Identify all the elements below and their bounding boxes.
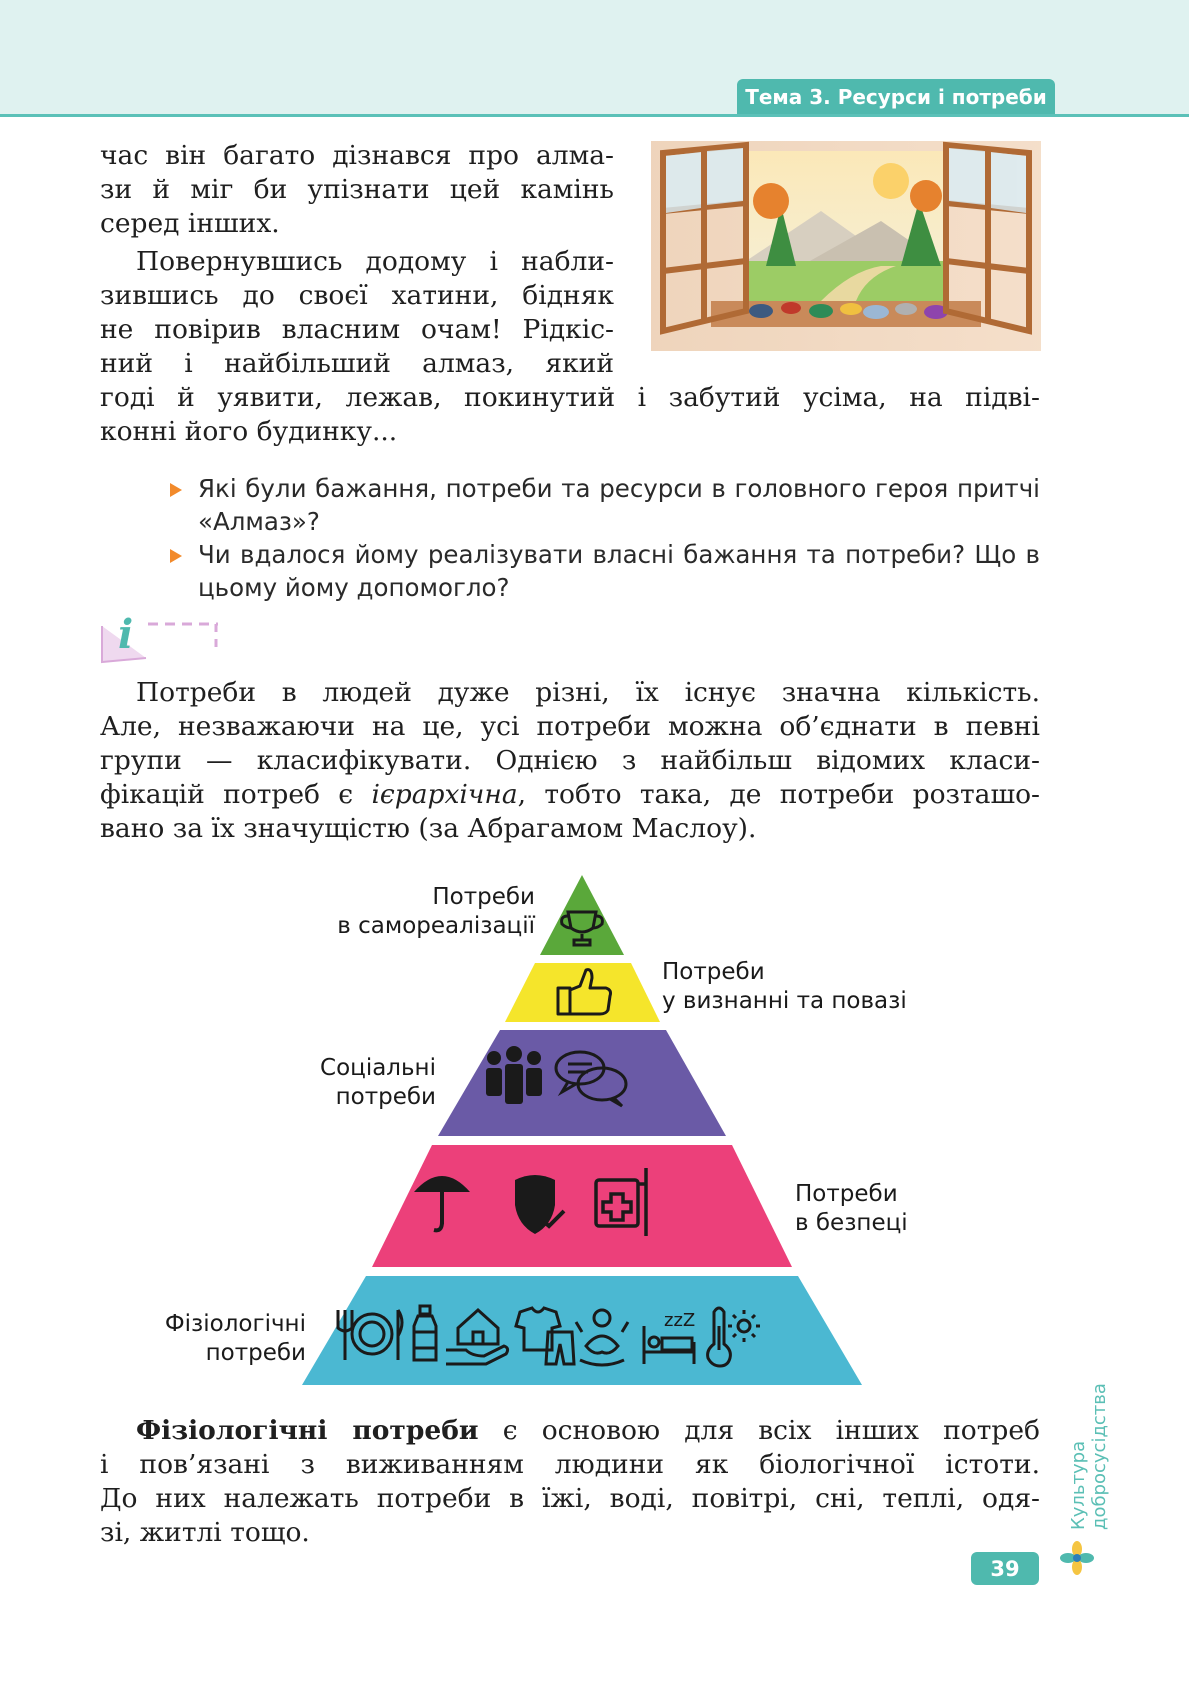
text-line: зившись до своєї хатини, бідняк [100, 280, 614, 311]
text-line: конні його будинку... [100, 416, 398, 447]
info-letter: i [118, 611, 134, 658]
story-paragraph-2 [100, 245, 614, 381]
text-line: зі, житлі тощо. [100, 1517, 310, 1548]
pyramid-level-self-actualization [540, 875, 624, 955]
info-icon [98, 606, 228, 666]
closing-paragraph [100, 1414, 1040, 1550]
question-list [170, 472, 1040, 604]
text-line: серед інших. [100, 208, 280, 239]
text-line: не повірив власним очам! Рідкіс- [100, 314, 614, 345]
story-paragraph-2-cont [100, 381, 1040, 449]
list-item [170, 538, 1040, 604]
text-line: ний і найбільший алмаз, який [100, 348, 614, 379]
text-line: фікацій потреб є ієрархічна, тобто така, де потреби розташо- [100, 779, 1040, 810]
text-line: Але, незважаючи на це, усі потреби можна об’єднати в певні [100, 711, 1040, 742]
label-safety: Потреби в безпеці [795, 1181, 908, 1236]
sleep-letters: zzZ [664, 1310, 696, 1331]
emphasis-term: ієрархічна [371, 779, 518, 810]
text-line: Повернувшись додому і набли- [136, 246, 614, 277]
people-icon [486, 1046, 542, 1104]
text-line: Фізіологічні потреби є основою для всіх інших потреб [136, 1415, 1040, 1446]
page-number: 39 [971, 1552, 1039, 1585]
text-line: годі й уявити, лежав, покинутий і забутий усіма, на підві- [100, 382, 1040, 413]
text-line: і пов’язані з виживанням людини як біологічної істоти. [100, 1449, 1040, 1480]
text-line: До них належать потреби в їжі, воді, повітрі, сні, теплі, одя- [100, 1483, 1040, 1514]
text-line: час він багато дізнався про алма- [100, 140, 614, 171]
window-illustration [651, 141, 1041, 351]
label-social: Соціальні потреби [320, 1055, 436, 1110]
flower-icon [1060, 1541, 1094, 1575]
list-item [170, 472, 1040, 538]
label-self-actualization: Потреби в самореалізації [337, 884, 535, 939]
arrow-bullet-icon [170, 483, 182, 497]
text-line: вано за їх значущістю (за Абрагамом Маслоу). [100, 813, 757, 844]
story-paragraph-1 [100, 139, 614, 241]
text-line: зи й міг би упізнати цей камінь [100, 174, 614, 205]
question-text: Чи вдалося йому реалізувати власні бажання та потреби? Що в цьому йому допомогло? [198, 540, 1040, 602]
text-line: групи — класифікувати. Однією з найбільш відомих класи- [100, 745, 1040, 776]
text-line: Потреби в людей дуже різні, їх існує значна кількість. [136, 677, 1040, 708]
label-physiological: Фізіологічні потреби [164, 1311, 306, 1366]
pyramid-level-safety [372, 1145, 792, 1267]
sidebar-title: Культура добросусідства [1068, 1383, 1110, 1530]
topic-tab: Тема 3. Ресурси і потреби [737, 79, 1055, 114]
arrow-bullet-icon [170, 549, 182, 563]
bold-term: Фізіологічні потреби [136, 1415, 479, 1446]
info-paragraph [100, 676, 1040, 846]
label-esteem: Потреби у визнанні та повазі [662, 959, 907, 1014]
question-text: Які були бажання, потреби та ресурси в головного героя притчі «Алмаз»? [198, 474, 1040, 536]
